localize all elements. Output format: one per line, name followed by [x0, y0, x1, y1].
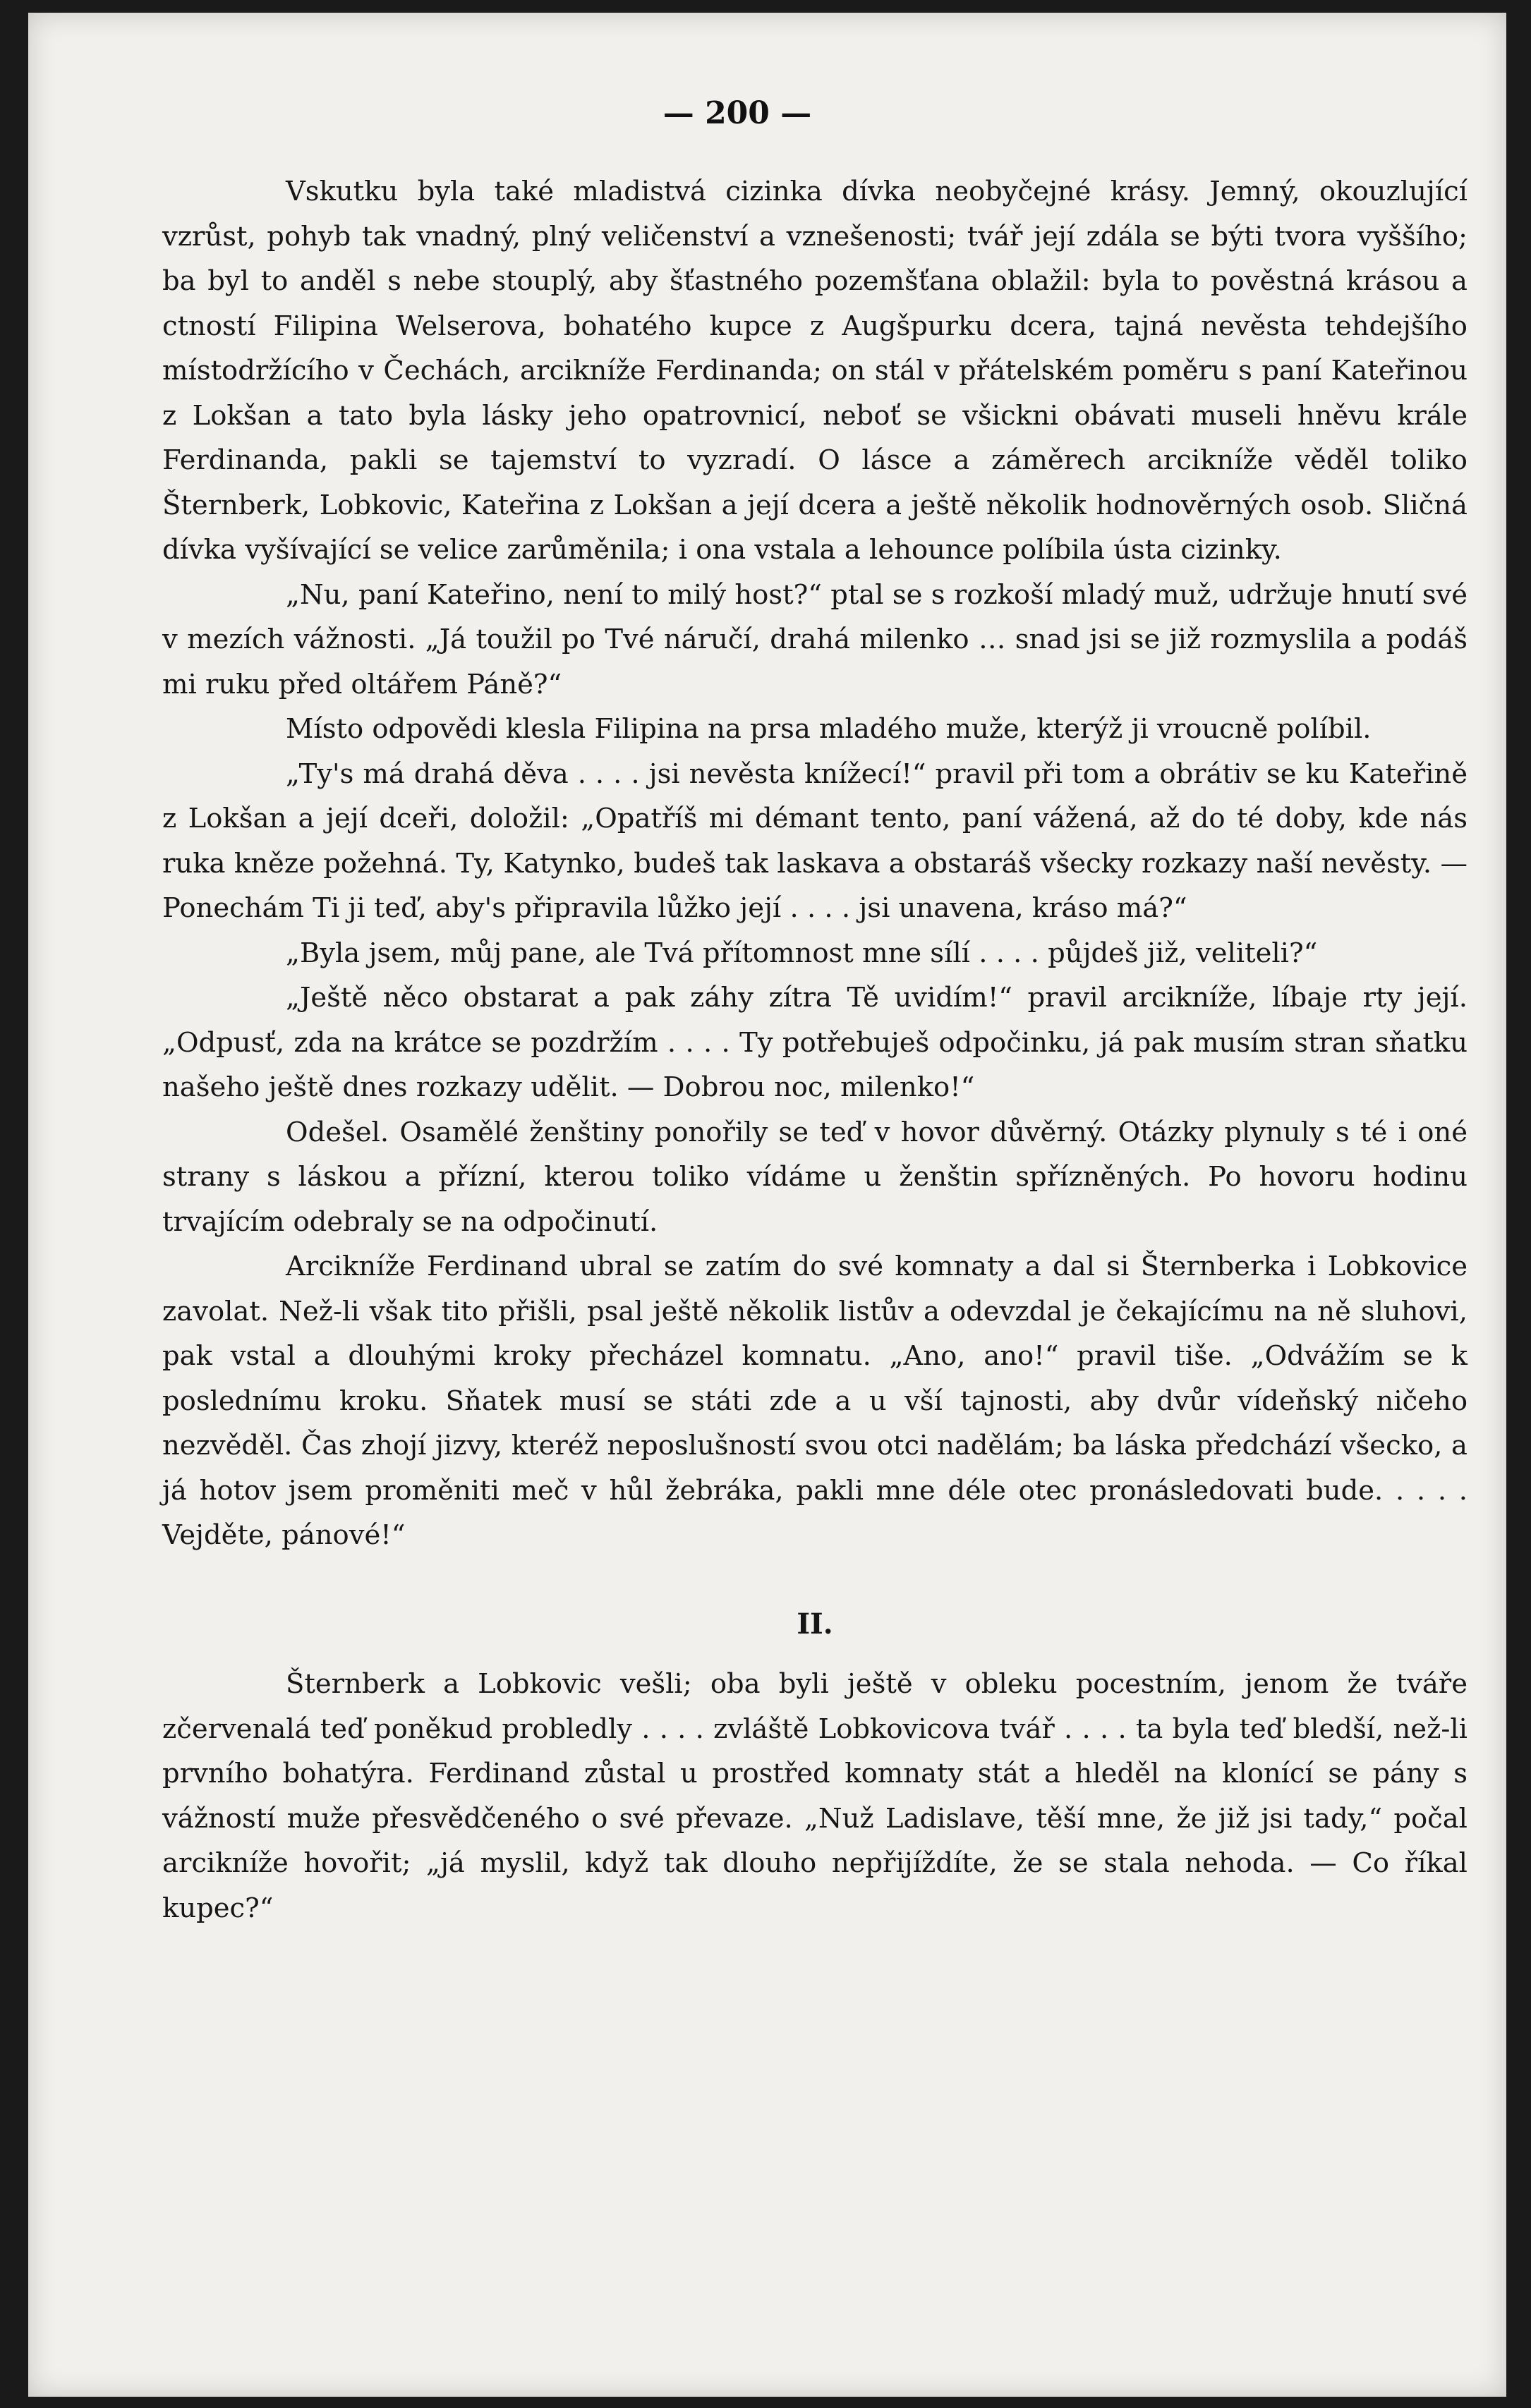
paragraph: Arcikníže Ferdinand ubral se zatím do své komnaty a dal si Šternberka i Lobkovice zavolat. Než-li však tito přišli, psal ještě několik listův a odevzdal je čekajícímu na ně sluhovi, pak vstal a dlouhými kroky přecházel komnatu. „Ano, ano!“ pravil tiše. „Odvážím se k poslednímu kroku. Sňatek musí se státi zde a u vší tajnosti, aby dvůr vídeňský ničeho nezvěděl. Čas zhojí jizvy, kteréž neposlušností svou otci nadělám; ba láska předchází všecko, a já hotov jsem proměniti meč v hůl žebráka, pakli mne déle otec pronásledovati bude. . . . . Vejděte, pánové!“: [162, 1251, 1468, 1551]
paragraph: Místo odpovědi klesla Filipina na prsa mladého muže, kterýž ji vroucně políbil.: [286, 713, 1372, 745]
paragraph: „Byla jsem, můj pane, ale Tvá přítomnost mne sílí . . . . půjdeš již, veliteli?“: [286, 937, 1318, 969]
paragraph: „Ty's má drahá děva . . . . jsi nevěsta knížecí!“ pravil při tom a obrátiv se ku Kateřině z Lokšan a její dceři, doložil: „Opatříš mi démant tento, paní vážená, až do té doby, kde nás ruka kněze požehná. Ty, Katynko, budeš tak laskava a obstaráš všecky rozkazy naší nevěsty. — Ponechám Ti ji teď, aby's připravila lůžko její . . . . jsi unavena, kráso má?“: [162, 758, 1468, 924]
section-heading: II.: [797, 1607, 833, 1641]
paragraph: Vskutku byla také mladistvá cizinka dívka neobyčejné krásy. Jemný, okouzlující vzrůst, pohyb tak vnadný, plný veličenství a vznešenosti; tvář její zdála se býti tvora vyššího; ba byl to anděl s nebe stouplý, aby šťastného pozemšťana oblažil: byla to pověstná krásou a ctností Filipina Welserova, bohatého kupce z Augšpurku dcera, tajná nevěsta tehdejšího místodržícího v Čechách, arcikníže Ferdinanda; on stál v přátelském poměru s paní Kateřinou z Lokšan a tato byla lásky jeho opatrovnicí, neboť se všickni obávati museli hněvu krále Ferdinanda, pakli se tajemství to vyzradí. O lásce a záměrech arcikníže věděl toliko Šternberk, Lobkovic, Kateřina z Lokšan a její dcera a ještě několik hodnověrných osob. Sličná dívka vyšívající se velice zarůměnila; i ona vstala a lehounce políbila ústa cizinky.: [162, 176, 1468, 566]
paragraph: Šternberk a Lobkovic vešli; oba byli ještě v obleku pocestním, jenom že tváře zčervenalá teď poněkud probledly . . . . zvláště Lobkovicova tvář . . . . ta byla teď bledší, než-li prvního bohatýra. Ferdinand zůstal u prostřed komnaty stát a hleděl na klonící se pány s vážností muže přesvědčeného o své převaze. „Nuž Ladislave, těší mne, že již jsi tady,“ počal arcikníže hovořit; „já myslil, když tak dlouho nepřijíždíte, že se stala nehoda. — Co říkal kupec?“: [162, 1668, 1468, 1924]
page-number: — 200 —: [662, 95, 812, 131]
paragraph: „Nu, paní Kateřino, není to milý host?“ ptal se s rozkoší mladý muž, udržuje hnutí své v mezích vážnosti. „Já toužil po Tvé náručí, drahá milenko … snad jsi se již rozmyslila a podáš mi ruku před oltářem Páně?“: [162, 578, 1468, 700]
paragraph: Odešel. Osamělé ženštiny ponořily se teď v hovor důvěrný. Otázky plynuly s té i oné strany s láskou a přízní, kterou toliko vídáme u ženštin spřízněných. Po hovoru hodinu trvajícím odebraly se na odpočinutí.: [162, 1116, 1468, 1238]
paragraph: „Ještě něco obstarat a pak záhy zítra Tě uvidím!“ pravil arcikníže, líbaje rty její. „Odpusť, zda na krátce se pozdržím . . . . Ty potřebuješ odpočinku, já pak musím stran sňatku našeho ještě dnes rozkazy udělit. — Dobrou noc, milenko!“: [162, 982, 1468, 1103]
text-body: [162, 169, 1468, 1930]
